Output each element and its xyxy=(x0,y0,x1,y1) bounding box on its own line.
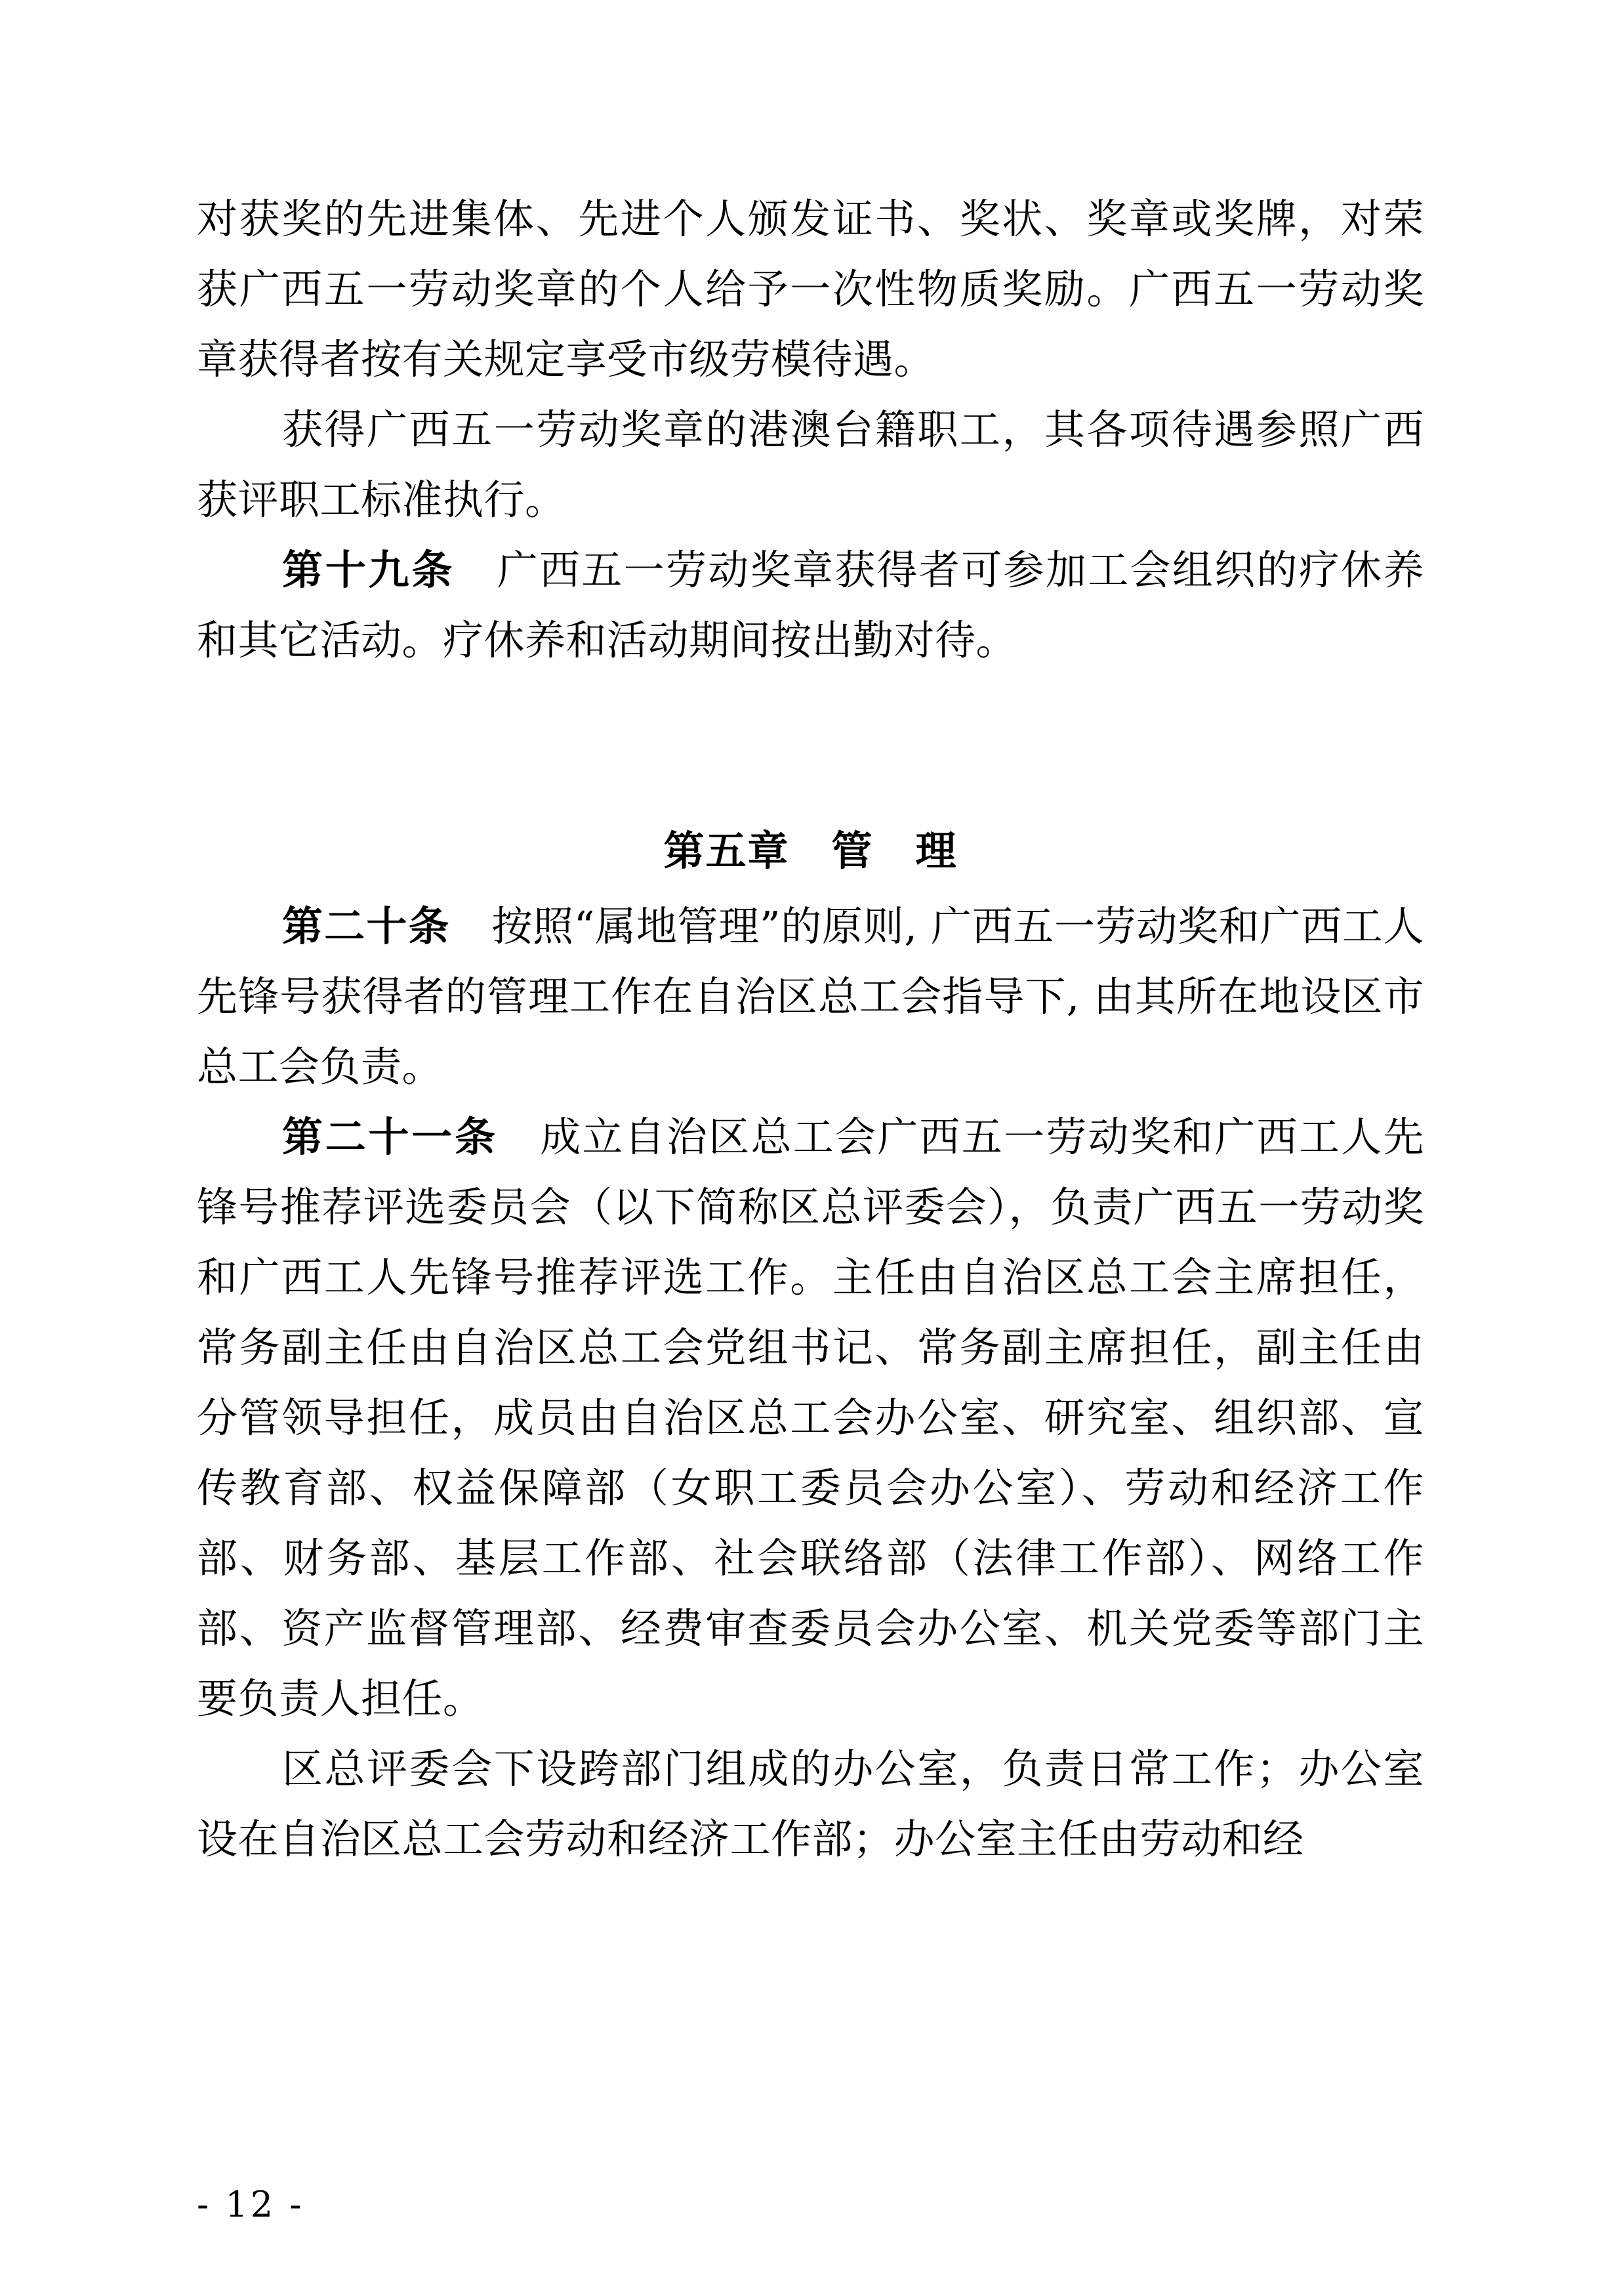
section-spacer xyxy=(197,675,1424,738)
article-text-19: 广西五一劳动奖章获得者可参加工会组织的疗休养和其它活动。疗休养和活动期间按出勤对待。 xyxy=(197,546,1424,664)
paragraph-5 xyxy=(197,1102,1424,1734)
paragraph-2: 获得广西五一劳动奖章的港澳台籍职工，其各项待遇参照广西获评职工标准执行。 xyxy=(197,406,1424,524)
paragraph-3 xyxy=(197,535,1424,675)
article-label-19: 第十九条 xyxy=(282,546,455,594)
article-text-20: 按照“属地管理”的原则, 广西五一劳动奖和广西工人先锋号获得者的管理工作在自治区总工会指导下, 由其所在地设区市总工会负责。 xyxy=(197,902,1424,1091)
paragraph-1: 对获奖的先进集体、先进个人颁发证书、奖状、奖章或奖牌，对荣获广西五一劳动奖章的个人给予一次性物质奖励。广西五一劳动奖章获得者按有关规定享受市级劳模待遇。 xyxy=(197,195,1424,383)
chapter-heading: 第五章 管 理 xyxy=(663,827,958,875)
article-text-21: 成立自治区总工会广西五一劳动奖和广西工人先锋号推荐评选委员会（以下简称区总评委会），负责广西五一劳动奖和广西工人先锋号推荐评选工作。主任由自治区总工会主席担任，常务副主任由自治区总工会党组书记、常务副主席担任，副主任由分管领导担任，成员由自治区总工会办公室、研究室、组织部、宣传教育部、权益保障部（女职工委员会办公室）、劳动和经济工作部、财务部、基层工作部、社会联络部（法律工作部）、网络工作部、资产监督管理部、经费审查委员会办公室、机关党委等部门主要负责人担任。 xyxy=(197,1113,1424,1722)
paragraph-4 xyxy=(197,891,1424,1102)
paragraph-6: 区总评委会下设跨部门组成的办公室，负责日常工作；办公室设在自治区总工会劳动和经济工作部；办公室主任由劳动和经 xyxy=(197,1745,1424,1863)
document-body xyxy=(197,184,1424,1874)
article-label-20: 第二十条 xyxy=(282,902,451,950)
page-number: - 12 - xyxy=(197,2184,304,2225)
article-label-21: 第二十一条 xyxy=(282,1113,498,1161)
